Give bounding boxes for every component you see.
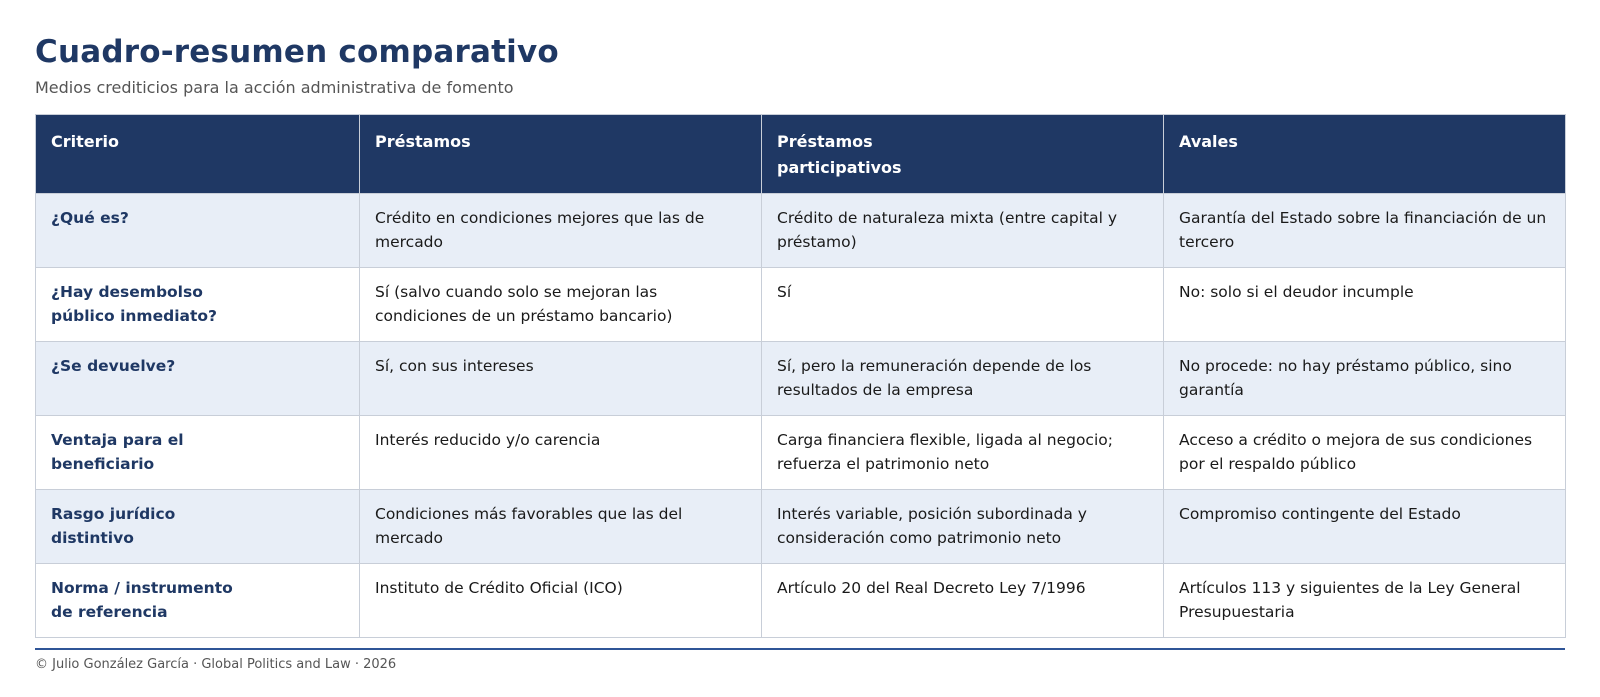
cell-avales: No procede: no hay préstamo público, sino garantía [1164,342,1566,416]
row-criterion-label: ¿Hay desembolso público inmediato? [51,283,218,325]
footer-divider [35,648,1565,650]
cell-prestamos: Sí (salvo cuando solo se mejoran las condiciones de un préstamo bancario) [360,268,762,342]
cell-prestamos-participativos: Interés variable, posición subordinada y consideración como patrimonio neto [762,490,1164,564]
table-row [36,268,1566,342]
column-header-label: Préstamos participativos [777,132,902,177]
cell-prestamos: Condiciones más favorables que las del mercado [360,490,762,564]
row-criterion [36,416,360,490]
cell-prestamos: Interés reducido y/o carencia [360,416,762,490]
cell-prestamos: Instituto de Crédito Oficial (ICO) [360,564,762,638]
cell-avales: Compromiso contingente del Estado [1164,490,1566,564]
cell-prestamos: Crédito en condiciones mejores que las de mercado [360,194,762,268]
row-criterion: ¿Se devuelve? [36,342,360,416]
table-header-row [36,115,1566,194]
cell-prestamos-participativos: Sí [762,268,1164,342]
row-criterion-label: Ventaja para el beneficiario [51,431,184,473]
cell-prestamos-participativos: Sí, pero la remuneración depende de los resultados de la empresa [762,342,1164,416]
row-criterion [36,564,360,638]
table-row [36,490,1566,564]
table-row [36,342,1566,416]
row-criterion [36,490,360,564]
cell-avales: Garantía del Estado sobre la financiación de un tercero [1164,194,1566,268]
column-header-prestamos: Préstamos [360,115,762,194]
table-row [36,564,1566,638]
cell-avales: Artículos 113 y siguientes de la Ley General Presupuestaria [1164,564,1566,638]
comparison-table [35,114,1566,638]
cell-prestamos-participativos: Crédito de naturaleza mixta (entre capital y préstamo) [762,194,1164,268]
row-criterion [36,268,360,342]
cell-prestamos-participativos: Artículo 20 del Real Decreto Ley 7/1996 [762,564,1164,638]
document-page [35,30,1565,674]
cell-avales: Acceso a crédito o mejora de sus condiciones por el respaldo público [1164,416,1566,490]
cell-prestamos: Sí, con sus intereses [360,342,762,416]
table-row [36,194,1566,268]
row-criterion: ¿Qué es? [36,194,360,268]
page-subtitle: Medios crediticios para la acción administrativa de fomento [35,78,514,97]
row-criterion-label: Norma / instrumento de referencia [51,579,233,621]
column-header-prestamos-participativos [762,115,1164,194]
footer-credit: © Julio González García · Global Politics and Law · 2026 [35,657,397,672]
page-title: Cuadro-resumen comparativo [35,34,559,70]
column-header-avales: Avales [1164,115,1566,194]
table-row [36,416,1566,490]
cell-avales: No: solo si el deudor incumple [1164,268,1566,342]
column-header-criterio: Criterio [36,115,360,194]
cell-prestamos-participativos: Carga financiera flexible, ligada al negocio; refuerza el patrimonio neto [762,416,1164,490]
row-criterion-label: Rasgo jurídico distintivo [51,505,176,547]
